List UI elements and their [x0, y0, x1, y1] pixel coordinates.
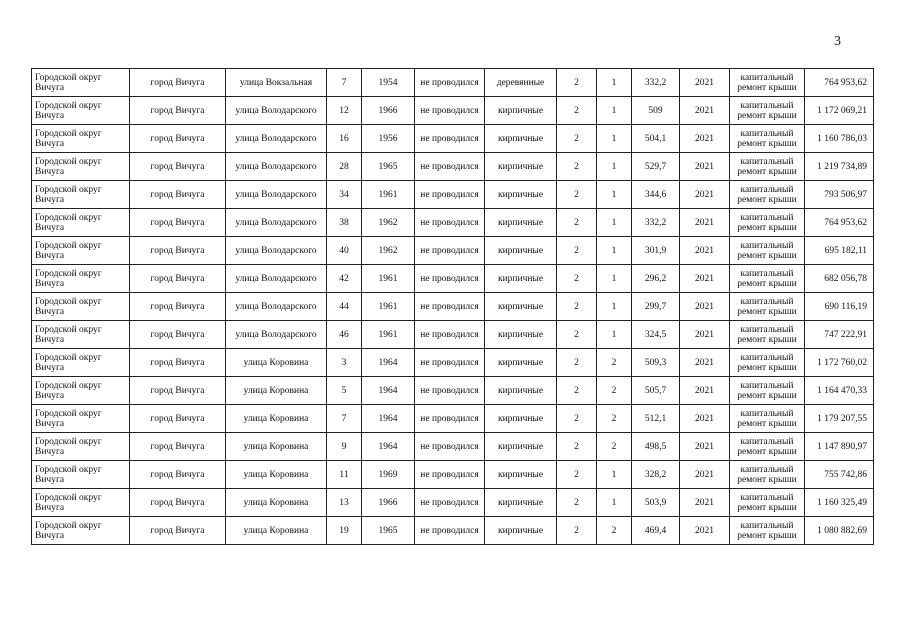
- entrances-cell: 2: [597, 377, 632, 405]
- floors-cell: 2: [557, 181, 597, 209]
- planned-year-cell: 2021: [680, 377, 730, 405]
- planned-year-cell: 2021: [680, 293, 730, 321]
- wall-material-cell: кирпичные: [485, 349, 557, 377]
- settlement-cell: город Вичуга: [130, 237, 226, 265]
- house-number-cell: 19: [327, 517, 362, 545]
- work-type-cell: капитальный ремонт крыши: [730, 293, 805, 321]
- work-type-cell: капитальный ремонт крыши: [730, 349, 805, 377]
- entrances-cell: 1: [597, 209, 632, 237]
- table-row: [32, 321, 874, 349]
- entrances-cell: 1: [597, 97, 632, 125]
- area-cell: 529,7: [632, 153, 680, 181]
- work-type-cell: капитальный ремонт крыши: [730, 321, 805, 349]
- area-cell: 332,2: [632, 209, 680, 237]
- house-number-cell: 12: [327, 97, 362, 125]
- build-year-cell: 1962: [362, 237, 415, 265]
- wall-material-cell: кирпичные: [485, 489, 557, 517]
- entrances-cell: 1: [597, 293, 632, 321]
- table-row: [32, 517, 874, 545]
- cost-cell: 793 506,97: [805, 181, 874, 209]
- area-cell: 324,5: [632, 321, 680, 349]
- street-cell: улица Коровина: [226, 489, 327, 517]
- street-cell: улица Коровина: [226, 433, 327, 461]
- house-number-cell: 7: [327, 405, 362, 433]
- municipality-cell: Городской округ Вичуга: [32, 489, 130, 517]
- entrances-cell: 1: [597, 237, 632, 265]
- entrances-cell: 1: [597, 69, 632, 97]
- floors-cell: 2: [557, 321, 597, 349]
- planned-year-cell: 2021: [680, 433, 730, 461]
- street-cell: улица Коровина: [226, 517, 327, 545]
- area-cell: 503,9: [632, 489, 680, 517]
- build-year-cell: 1965: [362, 153, 415, 181]
- floors-cell: 2: [557, 153, 597, 181]
- settlement-cell: город Вичуга: [130, 125, 226, 153]
- area-cell: 505,7: [632, 377, 680, 405]
- area-cell: 469,4: [632, 517, 680, 545]
- cost-cell: 1 164 470,33: [805, 377, 874, 405]
- street-cell: улица Володарского: [226, 265, 327, 293]
- entrances-cell: 1: [597, 489, 632, 517]
- municipality-cell: Городской округ Вичуга: [32, 237, 130, 265]
- build-year-cell: 1964: [362, 377, 415, 405]
- house-number-cell: 28: [327, 153, 362, 181]
- street-cell: улица Володарского: [226, 125, 327, 153]
- municipality-cell: Городской округ Вичуга: [32, 209, 130, 237]
- street-cell: улица Володарского: [226, 293, 327, 321]
- settlement-cell: город Вичуга: [130, 433, 226, 461]
- street-cell: улица Вокзальная: [226, 69, 327, 97]
- build-year-cell: 1961: [362, 293, 415, 321]
- settlement-cell: город Вичуга: [130, 461, 226, 489]
- work-type-cell: капитальный ремонт крыши: [730, 153, 805, 181]
- build-year-cell: 1956: [362, 125, 415, 153]
- last-repair-cell: не проводился: [415, 125, 485, 153]
- street-cell: улица Коровина: [226, 377, 327, 405]
- wall-material-cell: кирпичные: [485, 237, 557, 265]
- cost-cell: 1 172 760,02: [805, 349, 874, 377]
- work-type-cell: капитальный ремонт крыши: [730, 237, 805, 265]
- street-cell: улица Володарского: [226, 153, 327, 181]
- planned-year-cell: 2021: [680, 461, 730, 489]
- build-year-cell: 1965: [362, 517, 415, 545]
- cost-cell: 764 953,62: [805, 209, 874, 237]
- table-row: [32, 433, 874, 461]
- wall-material-cell: кирпичные: [485, 153, 557, 181]
- entrances-cell: 2: [597, 405, 632, 433]
- table-row: [32, 377, 874, 405]
- floors-cell: 2: [557, 377, 597, 405]
- build-year-cell: 1964: [362, 349, 415, 377]
- floors-cell: 2: [557, 461, 597, 489]
- area-cell: 328,2: [632, 461, 680, 489]
- area-cell: 504,1: [632, 125, 680, 153]
- last-repair-cell: не проводился: [415, 97, 485, 125]
- table-row: [32, 237, 874, 265]
- work-type-cell: капитальный ремонт крыши: [730, 489, 805, 517]
- house-number-cell: 38: [327, 209, 362, 237]
- municipality-cell: Городской округ Вичуга: [32, 377, 130, 405]
- settlement-cell: город Вичуга: [130, 321, 226, 349]
- wall-material-cell: кирпичные: [485, 461, 557, 489]
- municipality-cell: Городской округ Вичуга: [32, 293, 130, 321]
- settlement-cell: город Вичуга: [130, 377, 226, 405]
- housing-registry-table: [31, 68, 874, 545]
- area-cell: 301,9: [632, 237, 680, 265]
- last-repair-cell: не проводился: [415, 237, 485, 265]
- wall-material-cell: кирпичные: [485, 293, 557, 321]
- settlement-cell: город Вичуга: [130, 293, 226, 321]
- house-number-cell: 44: [327, 293, 362, 321]
- cost-cell: 755 742,86: [805, 461, 874, 489]
- planned-year-cell: 2021: [680, 265, 730, 293]
- floors-cell: 2: [557, 97, 597, 125]
- work-type-cell: капитальный ремонт крыши: [730, 181, 805, 209]
- wall-material-cell: кирпичные: [485, 517, 557, 545]
- entrances-cell: 1: [597, 181, 632, 209]
- cost-cell: 1 080 882,69: [805, 517, 874, 545]
- settlement-cell: город Вичуга: [130, 517, 226, 545]
- cost-cell: 1 160 786,03: [805, 125, 874, 153]
- floors-cell: 2: [557, 349, 597, 377]
- street-cell: улица Коровина: [226, 405, 327, 433]
- house-number-cell: 5: [327, 377, 362, 405]
- house-number-cell: 46: [327, 321, 362, 349]
- entrances-cell: 2: [597, 517, 632, 545]
- floors-cell: 2: [557, 69, 597, 97]
- wall-material-cell: кирпичные: [485, 209, 557, 237]
- table-row: [32, 209, 874, 237]
- build-year-cell: 1966: [362, 97, 415, 125]
- cost-cell: 1 147 890,97: [805, 433, 874, 461]
- street-cell: улица Володарского: [226, 181, 327, 209]
- entrances-cell: 2: [597, 433, 632, 461]
- cost-cell: 1 172 069,21: [805, 97, 874, 125]
- municipality-cell: Городской округ Вичуга: [32, 153, 130, 181]
- work-type-cell: капитальный ремонт крыши: [730, 405, 805, 433]
- floors-cell: 2: [557, 237, 597, 265]
- last-repair-cell: не проводился: [415, 517, 485, 545]
- house-number-cell: 11: [327, 461, 362, 489]
- wall-material-cell: кирпичные: [485, 321, 557, 349]
- wall-material-cell: кирпичные: [485, 405, 557, 433]
- street-cell: улица Володарского: [226, 97, 327, 125]
- floors-cell: 2: [557, 125, 597, 153]
- work-type-cell: капитальный ремонт крыши: [730, 265, 805, 293]
- planned-year-cell: 2021: [680, 517, 730, 545]
- cost-cell: 1 219 734,89: [805, 153, 874, 181]
- settlement-cell: город Вичуга: [130, 153, 226, 181]
- wall-material-cell: кирпичные: [485, 265, 557, 293]
- table-row: [32, 489, 874, 517]
- build-year-cell: 1964: [362, 405, 415, 433]
- municipality-cell: Городской округ Вичуга: [32, 433, 130, 461]
- area-cell: 509: [632, 97, 680, 125]
- work-type-cell: капитальный ремонт крыши: [730, 69, 805, 97]
- build-year-cell: 1961: [362, 181, 415, 209]
- work-type-cell: капитальный ремонт крыши: [730, 377, 805, 405]
- table-row: [32, 153, 874, 181]
- wall-material-cell: кирпичные: [485, 433, 557, 461]
- street-cell: улица Коровина: [226, 349, 327, 377]
- floors-cell: 2: [557, 489, 597, 517]
- entrances-cell: 1: [597, 461, 632, 489]
- municipality-cell: Городской округ Вичуга: [32, 125, 130, 153]
- cost-cell: 690 116,19: [805, 293, 874, 321]
- planned-year-cell: 2021: [680, 181, 730, 209]
- settlement-cell: город Вичуга: [130, 405, 226, 433]
- settlement-cell: город Вичуга: [130, 349, 226, 377]
- house-number-cell: 7: [327, 69, 362, 97]
- municipality-cell: Городской округ Вичуга: [32, 517, 130, 545]
- planned-year-cell: 2021: [680, 209, 730, 237]
- build-year-cell: 1964: [362, 433, 415, 461]
- last-repair-cell: не проводился: [415, 377, 485, 405]
- table-row: [32, 69, 874, 97]
- work-type-cell: капитальный ремонт крыши: [730, 517, 805, 545]
- municipality-cell: Городской округ Вичуга: [32, 97, 130, 125]
- work-type-cell: капитальный ремонт крыши: [730, 97, 805, 125]
- last-repair-cell: не проводился: [415, 461, 485, 489]
- cost-cell: 695 182,11: [805, 237, 874, 265]
- table-row: [32, 461, 874, 489]
- street-cell: улица Володарского: [226, 321, 327, 349]
- last-repair-cell: не проводился: [415, 489, 485, 517]
- last-repair-cell: не проводился: [415, 433, 485, 461]
- table-body: [32, 69, 874, 545]
- settlement-cell: город Вичуга: [130, 97, 226, 125]
- area-cell: 344,6: [632, 181, 680, 209]
- municipality-cell: Городской округ Вичуга: [32, 69, 130, 97]
- last-repair-cell: не проводился: [415, 349, 485, 377]
- table-row: [32, 405, 874, 433]
- settlement-cell: город Вичуга: [130, 209, 226, 237]
- last-repair-cell: не проводился: [415, 153, 485, 181]
- settlement-cell: город Вичуга: [130, 489, 226, 517]
- municipality-cell: Городской округ Вичуга: [32, 181, 130, 209]
- planned-year-cell: 2021: [680, 405, 730, 433]
- entrances-cell: 1: [597, 153, 632, 181]
- area-cell: 332,2: [632, 69, 680, 97]
- planned-year-cell: 2021: [680, 321, 730, 349]
- last-repair-cell: не проводился: [415, 321, 485, 349]
- planned-year-cell: 2021: [680, 489, 730, 517]
- floors-cell: 2: [557, 405, 597, 433]
- last-repair-cell: не проводился: [415, 405, 485, 433]
- page-number: 3: [834, 34, 841, 49]
- planned-year-cell: 2021: [680, 125, 730, 153]
- last-repair-cell: не проводился: [415, 209, 485, 237]
- street-cell: улица Володарского: [226, 209, 327, 237]
- cost-cell: 1 160 325,49: [805, 489, 874, 517]
- cost-cell: 1 179 207,55: [805, 405, 874, 433]
- work-type-cell: капитальный ремонт крыши: [730, 125, 805, 153]
- entrances-cell: 1: [597, 265, 632, 293]
- house-number-cell: 3: [327, 349, 362, 377]
- entrances-cell: 1: [597, 321, 632, 349]
- work-type-cell: капитальный ремонт крыши: [730, 433, 805, 461]
- cost-cell: 764 953,62: [805, 69, 874, 97]
- build-year-cell: 1954: [362, 69, 415, 97]
- area-cell: 299,7: [632, 293, 680, 321]
- municipality-cell: Городской округ Вичуга: [32, 405, 130, 433]
- house-number-cell: 40: [327, 237, 362, 265]
- area-cell: 498,5: [632, 433, 680, 461]
- house-number-cell: 13: [327, 489, 362, 517]
- last-repair-cell: не проводился: [415, 69, 485, 97]
- area-cell: 296,2: [632, 265, 680, 293]
- table-row: [32, 97, 874, 125]
- wall-material-cell: деревянные: [485, 69, 557, 97]
- wall-material-cell: кирпичные: [485, 97, 557, 125]
- floors-cell: 2: [557, 209, 597, 237]
- table-row: [32, 181, 874, 209]
- planned-year-cell: 2021: [680, 349, 730, 377]
- settlement-cell: город Вичуга: [130, 69, 226, 97]
- street-cell: улица Володарского: [226, 237, 327, 265]
- municipality-cell: Городской округ Вичуга: [32, 349, 130, 377]
- last-repair-cell: не проводился: [415, 293, 485, 321]
- build-year-cell: 1969: [362, 461, 415, 489]
- floors-cell: 2: [557, 293, 597, 321]
- table-row: [32, 265, 874, 293]
- table-row: [32, 125, 874, 153]
- house-number-cell: 34: [327, 181, 362, 209]
- house-number-cell: 9: [327, 433, 362, 461]
- settlement-cell: город Вичуга: [130, 181, 226, 209]
- entrances-cell: 1: [597, 125, 632, 153]
- floors-cell: 2: [557, 517, 597, 545]
- planned-year-cell: 2021: [680, 237, 730, 265]
- last-repair-cell: не проводился: [415, 181, 485, 209]
- municipality-cell: Городской округ Вичуга: [32, 321, 130, 349]
- build-year-cell: 1966: [362, 489, 415, 517]
- house-number-cell: 42: [327, 265, 362, 293]
- last-repair-cell: не проводился: [415, 265, 485, 293]
- work-type-cell: капитальный ремонт крыши: [730, 209, 805, 237]
- street-cell: улица Коровина: [226, 461, 327, 489]
- work-type-cell: капитальный ремонт крыши: [730, 461, 805, 489]
- planned-year-cell: 2021: [680, 97, 730, 125]
- wall-material-cell: кирпичные: [485, 377, 557, 405]
- wall-material-cell: кирпичные: [485, 181, 557, 209]
- area-cell: 512,1: [632, 405, 680, 433]
- floors-cell: 2: [557, 265, 597, 293]
- planned-year-cell: 2021: [680, 153, 730, 181]
- build-year-cell: 1961: [362, 321, 415, 349]
- cost-cell: 682 056,78: [805, 265, 874, 293]
- build-year-cell: 1962: [362, 209, 415, 237]
- wall-material-cell: кирпичные: [485, 125, 557, 153]
- house-number-cell: 16: [327, 125, 362, 153]
- cost-cell: 747 222,91: [805, 321, 874, 349]
- build-year-cell: 1961: [362, 265, 415, 293]
- planned-year-cell: 2021: [680, 69, 730, 97]
- floors-cell: 2: [557, 433, 597, 461]
- entrances-cell: 2: [597, 349, 632, 377]
- table-row: [32, 349, 874, 377]
- municipality-cell: Городской округ Вичуга: [32, 265, 130, 293]
- settlement-cell: город Вичуга: [130, 265, 226, 293]
- table-row: [32, 293, 874, 321]
- area-cell: 509,3: [632, 349, 680, 377]
- municipality-cell: Городской округ Вичуга: [32, 461, 130, 489]
